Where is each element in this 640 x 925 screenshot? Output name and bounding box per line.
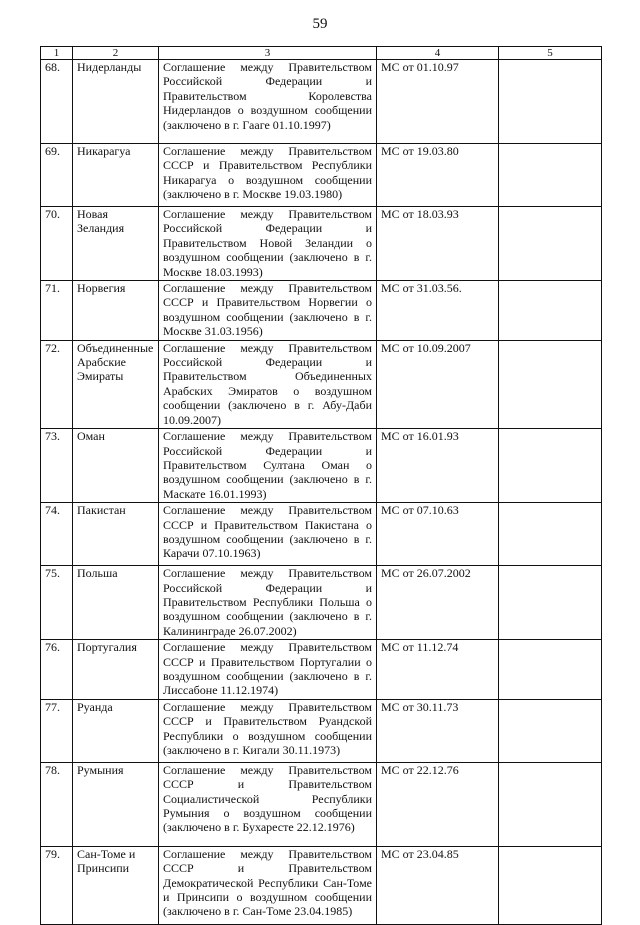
note-cell [499,144,602,207]
row-number: 71. [41,281,73,341]
table-row [41,340,602,428]
table-row [41,566,602,640]
document-reference: МС от 22.12.76 [377,762,499,846]
table-row [41,60,602,144]
row-number: 76. [41,640,73,700]
note-cell [499,640,602,700]
agreements-table [40,46,602,925]
row-number: 77. [41,699,73,762]
note-cell [499,60,602,144]
country-name: Оман [73,429,159,503]
note-cell [499,846,602,924]
agreement-description: Соглашение между Правительством Российской Федерации и Правительством Республики Польша о воздушном сообщении (заключено в г. Калининграде 26.07.2002) [159,566,377,640]
document-reference: МС от 30.11.73 [377,699,499,762]
table-row [41,640,602,700]
row-number: 70. [41,207,73,281]
country-name: Румыния [73,762,159,846]
agreement-description: Соглашение между Правительством Российской Федерации и Правительством Объединенных Арабских Эмиратов о воздушном сообщении (заключено в г. Абу-Даби 10.09.2007) [159,340,377,428]
column-header-number: 1 [41,47,73,60]
table-row [41,144,602,207]
row-number: 73. [41,429,73,503]
row-number: 75. [41,566,73,640]
row-number: 74. [41,503,73,566]
country-name: Пакистан [73,503,159,566]
table-body [41,60,602,925]
table-row [41,207,602,281]
document-reference: МС от 23.04.85 [377,846,499,924]
country-name: Норвегия [73,281,159,341]
document-reference: МС от 01.10.97 [377,60,499,144]
agreement-description: Соглашение между Правительством СССР и Правительством Пакистана о воздушном сообщении (заключено в г. Карачи 07.10.1963) [159,503,377,566]
document-reference: МС от 31.03.56. [377,281,499,341]
table-row [41,699,602,762]
agreement-description: Соглашение между Правительством СССР и Правительством Республики Никарагуа о воздушном сообщении (заключено в г. Москве 19.03.1980) [159,144,377,207]
note-cell [499,762,602,846]
note-cell [499,699,602,762]
table-row [41,762,602,846]
agreement-description: Соглашение между Правительством Российской Федерации и Правительством Султана Оман о воздушном сообщении (заключено в г. Маскате 16.01.1993) [159,429,377,503]
agreement-description: Соглашение между Правительством СССР и Правительством Социалистической Республики Румыния о воздушном сообщении (заключено в г. Бухаресте 22.12.1976) [159,762,377,846]
document-reference: МС от 16.01.93 [377,429,499,503]
document-reference: МС от 26.07.2002 [377,566,499,640]
note-cell [499,566,602,640]
table-row [41,429,602,503]
table-row [41,281,602,341]
document-reference: МС от 11.12.74 [377,640,499,700]
note-cell [499,207,602,281]
note-cell [499,281,602,341]
country-name: Сан-Томе и Принсипи [73,846,159,924]
agreement-description: Соглашение между Правительством Российской Федерации и Правительством Королевства Нидерландов о воздушном сообщении (заключено в г. Гааге 01.10.1997) [159,60,377,144]
country-name: Португалия [73,640,159,700]
country-name: Никарагуа [73,144,159,207]
agreement-description: Соглашение между Правительством СССР и Правительством Португалии о воздушном сообщении (заключено в г. Лиссабоне 11.12.1974) [159,640,377,700]
row-number: 79. [41,846,73,924]
country-name: Нидерланды [73,60,159,144]
document-reference: МС от 18.03.93 [377,207,499,281]
column-header-reference: 4 [377,47,499,60]
column-header-country: 2 [73,47,159,60]
country-name: Руанда [73,699,159,762]
row-number: 78. [41,762,73,846]
row-number: 72. [41,340,73,428]
header-row [41,47,602,60]
note-cell [499,340,602,428]
column-header-agreement: 3 [159,47,377,60]
agreement-description: Соглашение между Правительством Российской Федерации и Правительством Новой Зеландии о воздушном сообщении (заключено в г. Москве 18.03.1993) [159,207,377,281]
row-number: 69. [41,144,73,207]
country-name: Новая Зеландия [73,207,159,281]
country-name: Объединенные Арабские Эмираты [73,340,159,428]
document-reference: МС от 10.09.2007 [377,340,499,428]
table-header [41,47,602,60]
table-row [41,503,602,566]
table-row [41,846,602,924]
column-header-note: 5 [499,47,602,60]
note-cell [499,503,602,566]
row-number: 68. [41,60,73,144]
document-reference: МС от 19.03.80 [377,144,499,207]
document-reference: МС от 07.10.63 [377,503,499,566]
page-number: 59 [312,16,328,32]
agreement-description: Соглашение между Правительством СССР и Правительством Норвегии о воздушном сообщении (заключено в г. Москве 31.03.1956) [159,281,377,341]
agreement-description: Соглашение между Правительством СССР и Правительством Руандской Республики о воздушном сообщении (заключено в г. Кигали 30.11.1973) [159,699,377,762]
country-name: Польша [73,566,159,640]
note-cell [499,429,602,503]
agreement-description: Соглашение между Правительством СССР и Правительством Демократической Республики Сан-Томе и Принсипи о воздушном сообщении (заключено в г. Сан-Томе 23.04.1985) [159,846,377,924]
